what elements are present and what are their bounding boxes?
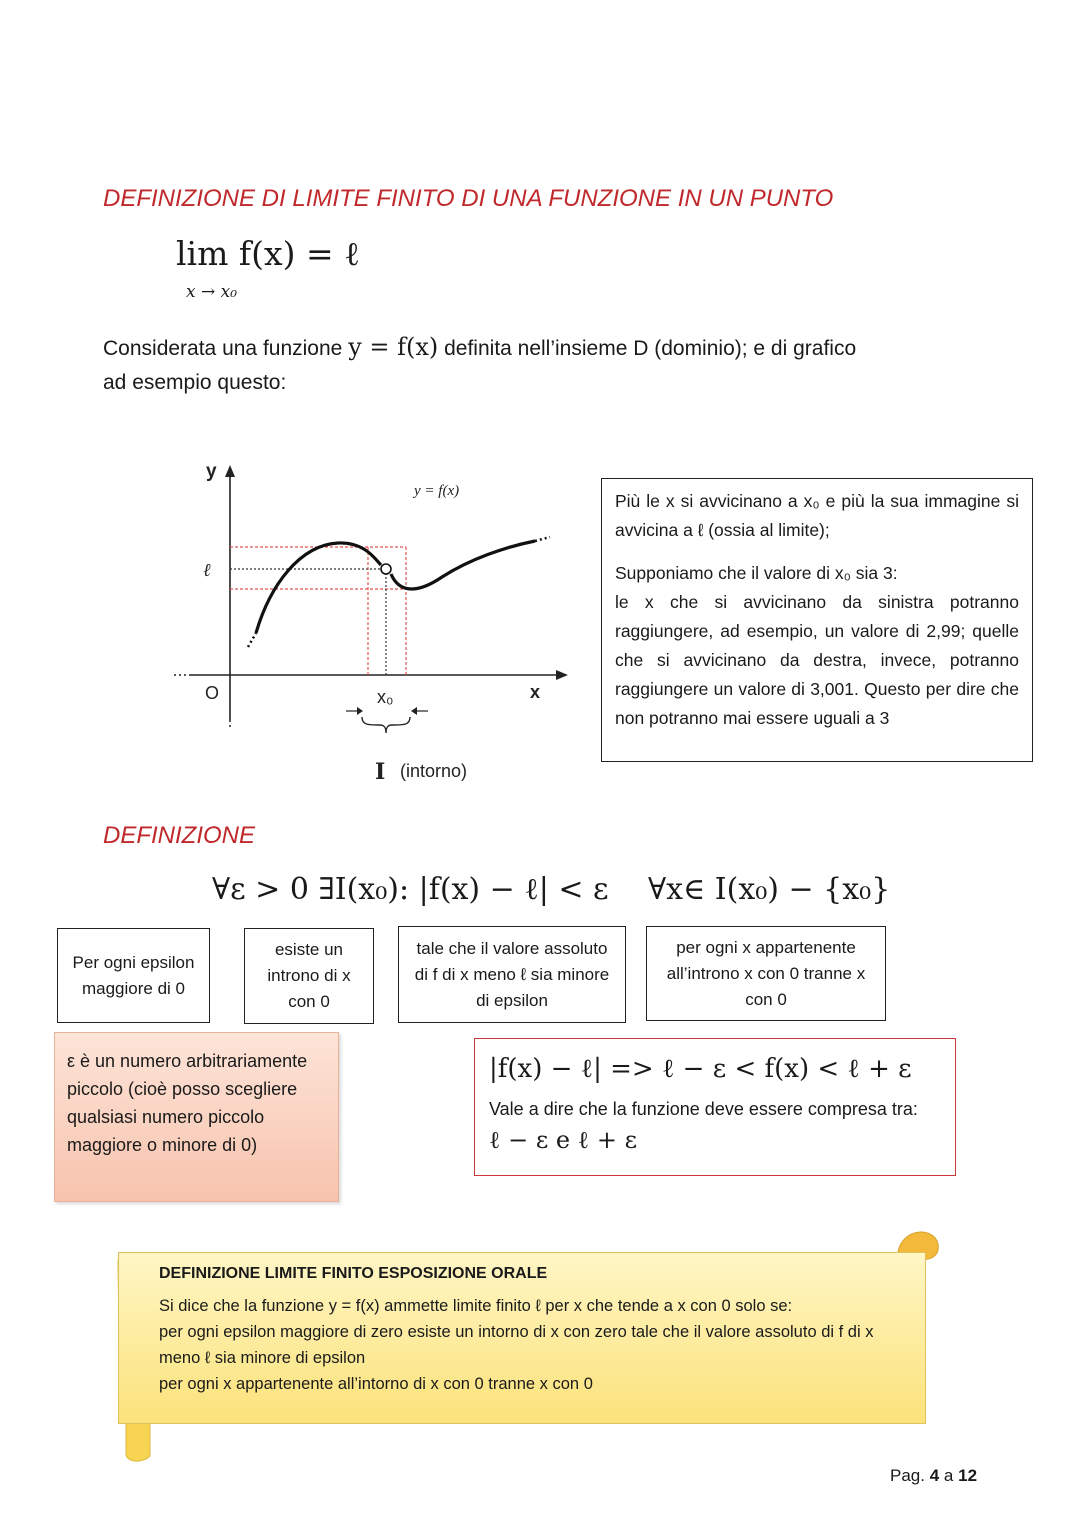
- x-axis-label: x: [530, 682, 541, 702]
- interval-symbol: I: [375, 759, 386, 785]
- scroll-title: DEFINIZIONE LIMITE FINITO ESPOSIZIONE ORALE: [159, 1265, 548, 1282]
- intro-text-post: definita nell’insieme D (dominio); e di grafico: [444, 337, 857, 360]
- curve-left: [256, 543, 381, 633]
- explain-box-epsilon: Per ogni epsilon maggiore di 0: [57, 928, 210, 1023]
- scroll-line-1: Si dice che la funzione y = f(x) ammette limite finito ℓ per x che tende a x con 0 solo se:: [159, 1297, 793, 1315]
- y-axis-arrow: [225, 465, 235, 477]
- curve-right: [391, 541, 535, 589]
- epsilon-note-box: ε è un numero arbitrariamente piccolo (cioè posso scegliere qualsiasi numero piccolo maggiore o minore di 0): [54, 1032, 339, 1202]
- inequality-box: [474, 1038, 956, 1176]
- x-axis-arrow: [556, 670, 568, 680]
- y-axis-label: y: [206, 461, 217, 482]
- x0-label: x₀: [377, 687, 394, 707]
- inequality-text: Vale a dire che la funzione deve essere compresa tra:: [489, 1099, 918, 1119]
- interval-text: (intorno): [400, 761, 468, 781]
- page-number: [890, 1466, 977, 1486]
- l-label: ℓ: [203, 560, 211, 581]
- origin-label: O: [205, 683, 220, 703]
- definition-formula-domain: ∀x∈ I(x₀) − {x₀}: [648, 872, 891, 907]
- explain-box-for-all-x: per ogni x appartenente all’introno x con 0 tranne x con 0: [646, 926, 886, 1021]
- function-graph: [170, 455, 590, 785]
- curve-right-dots: [535, 537, 550, 541]
- limit-formula: lim f(x) = ℓ: [176, 234, 360, 273]
- explanation-paragraph-1: Più le x si avvicinano a x₀ e più la sua immagine si avvicina a ℓ (ossia al limite);: [615, 491, 1019, 540]
- scroll-line-3: per ogni x appartenente all’intorno di x con 0 tranne x con 0: [159, 1375, 593, 1393]
- intro-formula: y = f(x): [348, 333, 439, 361]
- intro-text-line2: ad esempio questo:: [103, 371, 287, 394]
- page-prefix: Pag.: [890, 1466, 925, 1485]
- page-heading: DEFINIZIONE DI LIMITE FINITO DI UNA FUNZIONE IN UN PUNTO: [103, 185, 834, 212]
- scroll-line-2: per ogni epsilon maggiore di zero esiste un intorno di x con zero tale che il valore assoluto di f di x meno ℓ sia minore di epsilon: [159, 1323, 874, 1367]
- approach-explanation-box: [601, 478, 1033, 762]
- explanation-paragraph-2-rest: le x che si avvicinano da sinistra potranno raggiungere, ad esempio, un valore di 2,99; quelle che si avvicinano da destra, invece, potranno raggiungere un valore di 3,001. Questo per dire che non potranno mai essere uguali a 3: [615, 592, 1019, 728]
- oral-definition-scroll: [118, 1252, 926, 1424]
- definition-heading: DEFINIZIONE: [103, 822, 256, 849]
- intro-text-pre: Considerata una funzione: [103, 337, 343, 360]
- function-label: y = f(x): [414, 483, 460, 499]
- page-sep: a: [943, 1466, 954, 1485]
- page-total: 12: [958, 1466, 978, 1485]
- definition-formula: ∀ε > 0 ∃I(x₀): |f(x) − ℓ| < ε: [212, 872, 609, 907]
- page-current: 4: [929, 1466, 940, 1485]
- explanation-paragraph-2-line1: Supponiamo che il valore di x₀ sia 3:: [615, 563, 898, 583]
- explain-box-abs-value: tale che il valore assoluto di f di x meno ℓ sia minore di epsilon: [398, 926, 626, 1023]
- interval-brace: [362, 717, 410, 733]
- intro-paragraph: [103, 330, 1003, 400]
- inequality-range: ℓ − ε e ℓ + ε: [489, 1126, 638, 1154]
- limit-subscript: x → x₀: [186, 282, 238, 302]
- inequality-formula: |f(x) − ℓ| => ℓ − ε < f(x) < ℓ + ε: [489, 1054, 912, 1084]
- explain-box-neighborhood: esiste un introno di x con 0: [244, 928, 374, 1024]
- hole-point: [381, 564, 391, 574]
- curve-left-dots: [248, 633, 256, 647]
